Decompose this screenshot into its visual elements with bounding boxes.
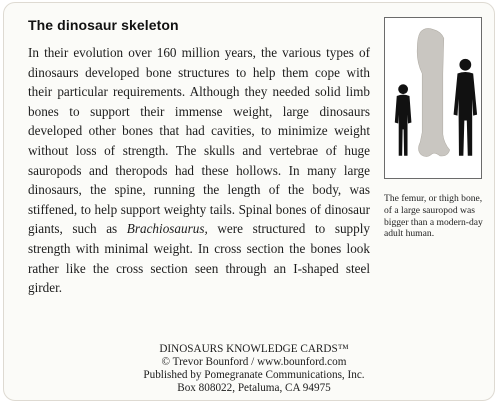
knowledge-card (3, 2, 495, 401)
card-title: The dinosaur skeleton (28, 17, 179, 33)
illustration-caption: The femur, or thigh bone, of a large sauropod was bigger than a modern-day adult human. (384, 193, 483, 240)
footer-address: Box 808022, Petaluma, CA 94975 (177, 382, 331, 394)
card-footer (4, 343, 500, 395)
body-paragraph (28, 43, 370, 298)
body-text-part-2: were structured to supply strength with minimal weight. In cross section the bones look rather like the cross section seen through an I-shaped steel girder. (28, 221, 370, 296)
illustration-svg (385, 18, 481, 178)
child-silhouette (395, 84, 412, 156)
footer-series: DINOSAURS KNOWLEDGE CARDS™ (159, 343, 349, 355)
femur-bone (417, 28, 449, 156)
adult-silhouette (454, 59, 478, 156)
femur-scale-illustration (384, 17, 482, 179)
footer-publisher: Published by Pomegranate Communications, Inc. (143, 369, 365, 381)
body-text-italic-genus: Brachiosaurus, (126, 221, 208, 237)
footer-copyright: © Trevor Bounford / www.bounford.com (161, 356, 347, 368)
body-text-part-1: In their evolution over 160 million years, the various types of dinosaurs developed bone structures to help them cope with their particular requirements. Although they needed solid limb bones to support their immense weight, large dinosaurs developed other bones that had cavities, to minimize weight without loss of strength. The skulls and vertebrae of huge sauropods and theropods had these hollows. In many large dinosaurs, the spine, running the length of the body, was stiffened, to help support weighty tails. Spinal bones of dinosaur giants, such as (28, 45, 370, 237)
